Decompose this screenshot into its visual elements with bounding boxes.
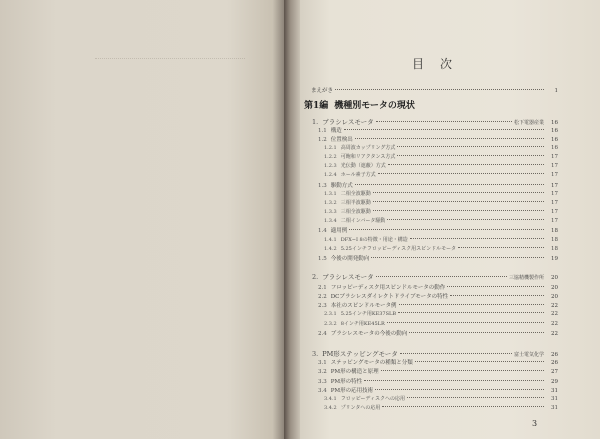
toc-entry-number: 1.3 [318,183,327,189]
toc-title: 目 次 [412,57,455,71]
toc-entry-page: 17 [551,154,558,160]
toc-entry-number: 第1編 [304,101,329,111]
toc-entry-title: 今後の開発動向 [330,256,370,262]
toc-entry-number: 2.3.2 [324,321,337,327]
toc-entry [312,349,558,358]
toc-entry-title: PM形ステッピングモータ [322,350,398,358]
toc-entry-page: 31 [551,388,558,394]
toc-entry-label [324,395,405,402]
toc-entry-number: 1.4.1 [324,237,337,243]
toc-entry-author: 富士電気化学 [513,352,544,358]
toc-entry-title: 三相半波駆動 [340,200,371,206]
dot-leader [371,257,544,258]
toc-entry-title: 位置検出 [330,137,353,143]
toc-entry-label [324,217,385,224]
toc-entry-page: 22 [551,321,558,327]
toc-entry-label [318,358,413,366]
toc-entry-title: ステッピングモータの種類と分類 [330,360,413,366]
dot-leader [397,155,544,156]
toc-entry-title: 8インチ用KE45LR [340,321,385,327]
toc-entry-page: 19 [551,256,558,262]
toc-entry [312,117,558,126]
toc-entry-page: 18 [551,228,558,234]
toc-entry-number: 1.3.3 [324,209,337,215]
toc-entry-title: 光伝動（遮蔽）方式 [340,163,386,169]
toc-entry-label [318,386,373,394]
toc-entry-number: 1.3.4 [324,218,337,224]
toc-entry-label [318,367,379,375]
toc-entry-number: 3.1 [318,360,327,366]
toc-entry-author: 三協精機製作所 [508,275,544,281]
toc-entry-page: 17 [551,183,558,189]
toc-entry-number: 1.2.3 [324,163,337,169]
toc-entry [318,254,558,262]
toc-entry [324,162,558,169]
toc-entry-title: 二相インバータ駆動 [340,218,386,224]
toc-entry [318,377,558,385]
toc-entry [324,171,558,178]
toc-entry [318,283,558,291]
toc-entry-number: 2.3.1 [324,311,337,317]
toc-entry-number: 3.2 [318,369,327,375]
toc-entry [324,404,558,411]
toc-entry-label [318,292,448,300]
toc-entry-title: プリンタへの応用 [340,405,381,411]
dot-leader [387,219,544,220]
dot-leader [407,397,544,398]
toc-entry [304,98,558,111]
toc-entry-title: ブラシレスモータ [322,273,374,281]
toc-entry-label [312,117,374,126]
toc-entry [318,386,558,394]
toc-entry-number: 2.3 [318,303,327,309]
toc-entry-page: 17 [551,191,558,197]
toc-entry [324,245,558,252]
toc-entry [318,301,558,309]
bleed-through-text [95,58,245,67]
toc-entry-title: 可飽和リアクタンス方式 [340,154,396,160]
toc-entry [312,272,558,281]
toc-entry [324,320,558,327]
dot-leader [447,286,544,287]
toc-entry-label [324,171,376,178]
dot-leader [387,322,544,323]
toc-entry-title: DCブラシレスダイレクトドライブモータの特性 [330,294,449,300]
toc-entry-page: 20 [551,294,558,300]
toc-entry [318,329,558,337]
toc-entry-page: 26 [551,352,558,358]
toc-entry-number: 1.3.2 [324,200,337,206]
toc-entry-page: 16 [551,137,558,143]
toc-entry-author: 松下電器産業 [513,120,544,126]
toc-entry [318,126,558,134]
toc-entry-number: 3.4.1 [324,396,337,402]
toc-entry-label [324,320,385,327]
toc-entry-page: 22 [551,331,558,337]
dot-leader [355,138,544,139]
dot-leader [375,389,544,390]
toc-entry-title: ホール素子方式 [340,172,376,178]
toc-entry-number: 1.4.2 [324,246,337,252]
toc-entry-page: 31 [551,396,558,402]
toc-entry-title: 機種別モータの現状 [334,101,415,111]
toc-entry [324,236,558,243]
toc-entry-number: 1.2 [318,137,327,143]
toc-entry [311,86,558,94]
toc-entry [324,153,558,160]
toc-entry-number: 1.2.1 [324,145,337,151]
toc-entry-label [324,404,380,411]
toc-entry-title: PM形の構造と原理 [330,369,379,375]
toc-entry-page: 16 [551,145,558,151]
toc-entry-number: 3.4 [318,388,327,394]
dot-leader [349,229,544,230]
dot-leader [381,370,544,371]
toc-entry [324,190,558,197]
dot-leader [400,353,512,354]
dot-leader [373,192,544,193]
toc-entry-title: 二相全波駆動 [340,191,371,197]
toc-entry-page: 17 [551,163,558,169]
toc-entry-title: フロッピーディスク用スピンドルモータの動作 [330,285,446,291]
toc-entry-title: ブラシレスモータの今後の動向 [330,331,408,337]
toc-entry [324,395,558,402]
toc-entry-page: 20 [551,285,558,291]
dot-leader [364,380,544,381]
toc-entry [324,199,558,206]
toc-entry-number: 3. [312,350,319,358]
toc-entry-page: 16 [551,120,558,126]
toc-entry-number: 2.2 [318,294,327,300]
toc-entry-label [318,135,353,143]
toc-entry-title: ブラシレスモータ [322,118,374,126]
toc-entry-label [324,245,456,252]
left-page [0,0,284,439]
dot-leader [376,121,512,122]
toc-entry [324,208,558,215]
toc-entry-title: 本社のスピンドルモータ例 [330,303,397,309]
toc-entry-title: 駆動方式 [330,183,353,189]
toc-entry-title: 5.25インチ用KE37SLB [340,311,397,317]
toc-entry-page: 22 [551,303,558,309]
dot-leader [458,247,544,248]
toc-entry [324,310,558,317]
toc-entry-page: 20 [551,275,558,281]
toc-entry-page: 17 [551,200,558,206]
toc-entry-label [311,86,333,94]
toc-entry [318,135,558,143]
toc-entry-label [318,254,369,262]
toc-entry-title: PM形の応用技術 [330,388,374,394]
toc-entry-page: 27 [551,369,558,375]
dot-leader [344,129,544,130]
toc-entry [318,367,558,375]
dot-leader [410,238,544,239]
toc-entry-title: 三相全波駆動 [340,209,371,215]
toc-entry-page: 29 [551,379,558,385]
toc-entry-page: 31 [551,405,558,411]
toc-entry-title: 適用例 [330,228,348,234]
dot-leader [415,361,544,362]
toc-entry [318,181,558,189]
toc-entry-number: 1.5 [318,256,327,262]
toc-entry-label [324,190,371,197]
dot-leader [397,146,544,147]
toc-entry-number: 2.1 [318,285,327,291]
toc-entry-label [318,226,347,234]
toc-entry [324,144,558,151]
toc-entry-title: DFX−I 8の特徴・用途・構造 [340,237,408,243]
toc-entry [324,217,558,224]
page-number: 3 [532,419,538,428]
toc-entry-number: 1.2.2 [324,154,337,160]
toc-entry-number: 1.3.1 [324,191,337,197]
toc-entry-page: 17 [551,172,558,178]
toc-entry-label [312,272,374,281]
toc-entry-title: 5.25インチフロッピーディスク用スピンドルモータ [340,246,456,252]
toc-entry-label [318,301,397,309]
toc-entry-label [324,153,395,160]
dot-leader [382,406,544,407]
toc-entry-label [324,208,371,215]
dot-leader [398,312,544,313]
toc-entry-number: 2.4 [318,331,327,337]
dot-leader [335,89,544,90]
toc-entry-page: 17 [551,209,558,215]
dot-leader [355,184,544,185]
toc-entry-page: 18 [551,237,558,243]
toc-entry-title: PM形の特性 [330,379,363,385]
dot-leader [373,201,544,202]
toc-entry-number: 1.4 [318,228,327,234]
dot-leader [373,210,544,211]
toc-entry-title: 高周波カップリング方式 [340,145,396,151]
toc-entry-label [318,283,445,291]
toc-entry [318,358,558,366]
toc-entry-number: 2. [312,273,319,281]
toc-entry-page: 17 [551,218,558,224]
toc-entry-title: 構造 [330,128,342,134]
dot-leader [409,332,544,333]
toc-entry-label [304,98,415,111]
toc-entry-label [318,181,353,189]
toc-entry-page: 22 [551,311,558,317]
toc-entry-label [318,329,407,337]
toc-entry-number: 1.1 [318,128,327,134]
toc-entry-label [324,236,408,243]
toc-entry [318,292,558,300]
toc-entry-number: 1. [312,118,319,126]
dot-leader [399,304,544,305]
toc-entry-number: 3.4.2 [324,405,337,411]
toc-entry-title: まえがき [311,88,334,94]
toc-entry-label [318,126,342,134]
dot-leader [376,276,507,277]
book-gutter [284,0,300,439]
toc-entry-label [324,162,386,169]
dot-leader [388,164,544,165]
toc-entry-number: 3.3 [318,379,327,385]
toc-entry-label [318,377,362,385]
toc-entry-label [324,310,396,317]
toc-entry-label [324,144,395,151]
dot-leader [450,295,544,296]
toc-entry-page: 16 [551,128,558,134]
toc-entry-page: 26 [551,360,558,366]
toc-entry-page: 18 [551,246,558,252]
toc-entry-label [312,349,398,358]
toc-entry-page: 1 [554,88,558,94]
toc-entry-number: 1.2.4 [324,172,337,178]
toc-entry [318,226,558,234]
toc-entry-title: フロッピーディスクへの応用 [340,396,406,402]
toc-entry-label [324,199,371,206]
dot-leader [378,173,544,174]
